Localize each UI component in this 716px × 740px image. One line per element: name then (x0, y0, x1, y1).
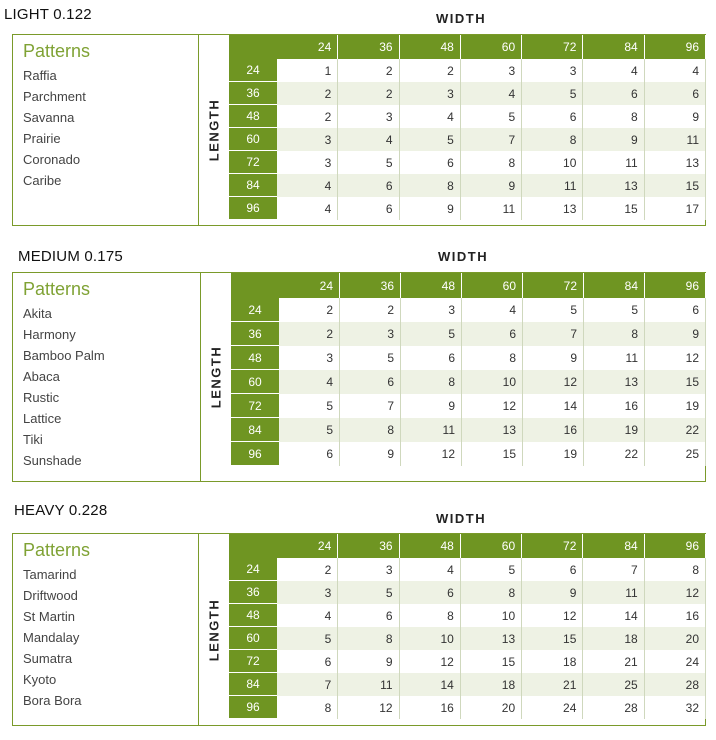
length-header-cell: 48 (229, 604, 277, 627)
pattern-name: Rustic (23, 390, 60, 405)
grid-cell: 8 (400, 174, 461, 197)
grid-cell: 15 (583, 197, 644, 220)
grid-cell: 6 (522, 558, 583, 581)
grid-cell: 18 (522, 650, 583, 673)
grid-cell: 28 (583, 696, 644, 719)
length-axis (199, 534, 229, 725)
grid-cell: 2 (277, 558, 338, 581)
pattern-name: Bora Bora (23, 693, 82, 708)
grid-cell: 3 (279, 346, 340, 370)
grid-cell: 6 (645, 82, 706, 105)
grid-cell: 6 (462, 322, 523, 346)
grid-cell: 14 (400, 673, 461, 696)
grid-cell: 5 (277, 627, 338, 650)
grid-cell: 6 (401, 346, 462, 370)
grid-cell: 22 (645, 418, 706, 442)
width-header-cell: 24 (277, 534, 338, 558)
pattern-name: Tamarind (23, 567, 77, 582)
grid-cell: 8 (340, 418, 401, 442)
length-axis-label: LENGTH (208, 345, 224, 409)
grid-cell: 16 (645, 604, 706, 627)
grid-cell: 6 (277, 650, 338, 673)
grid-cell: 8 (645, 558, 706, 581)
length-axis-label: LENGTH (206, 98, 222, 162)
pattern-name: Caribe (23, 173, 62, 188)
grid-cell: 12 (462, 394, 523, 418)
length-axis-label: LENGTH (206, 598, 222, 661)
grid-cell: 4 (338, 128, 399, 151)
grid-cell: 19 (523, 442, 584, 466)
grid-cell: 14 (523, 394, 584, 418)
grid-cell: 17 (645, 197, 706, 220)
grid-cell: 9 (400, 197, 461, 220)
width-header-cell: 60 (462, 273, 523, 298)
width-header-cell: 36 (338, 35, 399, 59)
length-header-cell: 24 (231, 298, 279, 322)
grid-cell: 5 (279, 418, 340, 442)
patterns-panel (13, 534, 199, 725)
grid-row (229, 627, 706, 650)
pattern-table (12, 533, 706, 726)
grid-cell: 13 (522, 197, 583, 220)
width-header-cell: 96 (645, 534, 706, 558)
section-title: HEAVY 0.228 (14, 502, 108, 519)
grid-cell: 4 (400, 558, 461, 581)
length-header-cell: 60 (229, 627, 277, 650)
length-header-cell: 96 (231, 442, 279, 466)
grid-cell: 13 (583, 174, 644, 197)
grid-cell: 2 (338, 59, 399, 82)
grid-cell: 2 (400, 59, 461, 82)
pattern-name: Kyoto (23, 672, 57, 687)
grid-cell: 10 (461, 604, 522, 627)
width-header-cell: 84 (584, 273, 645, 298)
width-header-cell: 84 (583, 35, 644, 59)
grid-cell: 9 (645, 322, 706, 346)
grid-cell: 12 (645, 581, 706, 604)
grid-cell: 10 (462, 370, 523, 394)
grid-cell: 9 (645, 105, 706, 128)
grid-cell: 16 (400, 696, 461, 719)
grid-cell: 8 (461, 151, 522, 174)
grid-cell: 12 (401, 442, 462, 466)
grid-row (229, 696, 706, 719)
grid-cell: 2 (338, 82, 399, 105)
grid-cell: 6 (338, 604, 399, 627)
grid-cell: 6 (279, 442, 340, 466)
patterns-heading: Patterns (23, 540, 91, 560)
pattern-name: Sumatra (23, 651, 73, 666)
grid-cell: 6 (400, 581, 461, 604)
grid-cell: 7 (461, 128, 522, 151)
width-header-cell: 48 (401, 273, 462, 298)
pattern-name: Abaca (23, 369, 60, 384)
grid-cell: 9 (522, 581, 583, 604)
grid-cell: 5 (279, 394, 340, 418)
section-title: MEDIUM 0.175 (18, 248, 123, 265)
length-header-cell: 84 (231, 418, 279, 442)
patterns-list (23, 564, 82, 711)
grid-cell: 13 (584, 370, 645, 394)
pattern-name: Bamboo Palm (23, 348, 105, 363)
length-header-cell: 96 (229, 696, 277, 719)
section-title: LIGHT 0.122 (4, 6, 92, 23)
width-axis-label: WIDTH (436, 11, 487, 26)
grid-cell: 4 (583, 59, 644, 82)
grid-cell: 19 (584, 418, 645, 442)
width-header-row (229, 534, 706, 558)
grid-cell: 5 (461, 105, 522, 128)
width-header-cell: 72 (522, 35, 583, 59)
grid-cell: 4 (645, 59, 706, 82)
grid-row (229, 650, 706, 673)
width-header-cell: 24 (279, 273, 340, 298)
grid-cell: 6 (645, 298, 706, 322)
width-header-cell: 36 (340, 273, 401, 298)
grid-cell: 11 (522, 174, 583, 197)
grid-cell: 24 (645, 650, 706, 673)
width-header-cell: 24 (277, 35, 338, 59)
grid-cell: 14 (583, 604, 644, 627)
grid-cell: 5 (584, 298, 645, 322)
grid-cell: 15 (461, 650, 522, 673)
pattern-name: Prairie (23, 131, 61, 146)
grid-cell: 15 (645, 174, 706, 197)
grid-cell: 21 (522, 673, 583, 696)
grid-cell: 18 (583, 627, 644, 650)
pattern-name: Raffia (23, 68, 57, 83)
grid-cell: 7 (277, 673, 338, 696)
grid-cell: 6 (522, 105, 583, 128)
grid-cell: 4 (277, 174, 338, 197)
grid-cell: 5 (400, 128, 461, 151)
grid-cell: 7 (340, 394, 401, 418)
grid-cell: 16 (523, 418, 584, 442)
grid-cell: 13 (462, 418, 523, 442)
grid-cell: 2 (279, 322, 340, 346)
pattern-name: Savanna (23, 110, 75, 125)
grid-cell: 20 (645, 627, 706, 650)
grid-cell: 9 (523, 346, 584, 370)
grid-cell: 6 (340, 370, 401, 394)
length-header-cell: 60 (231, 370, 279, 394)
size-grid (229, 534, 706, 719)
pattern-name: Harmony (23, 327, 76, 342)
length-header-cell: 24 (229, 558, 277, 581)
grid-row (229, 604, 706, 627)
grid-cell: 5 (340, 346, 401, 370)
width-header-cell: 48 (400, 35, 461, 59)
grid-cell: 9 (461, 174, 522, 197)
width-header-cell: 96 (645, 273, 706, 298)
grid-cell: 2 (340, 298, 401, 322)
grid-cell: 2 (277, 105, 338, 128)
grid-cell: 21 (583, 650, 644, 673)
length-header-cell: 84 (229, 673, 277, 696)
grid-cell: 8 (338, 627, 399, 650)
grid-cell: 9 (583, 128, 644, 151)
width-header-cell: 60 (461, 35, 522, 59)
grid-cell: 3 (340, 322, 401, 346)
grid-cell: 8 (400, 604, 461, 627)
patterns-heading: Patterns (23, 41, 91, 61)
length-header-cell: 72 (231, 394, 279, 418)
grid-cell: 3 (461, 59, 522, 82)
grid-cell: 4 (462, 298, 523, 322)
grid-cell: 9 (340, 442, 401, 466)
grid-cell: 12 (523, 370, 584, 394)
length-header-cell: 84 (229, 174, 277, 197)
grid-cell: 10 (400, 627, 461, 650)
grid-cell: 5 (461, 558, 522, 581)
grid-cell: 12 (338, 696, 399, 719)
grid-cell: 25 (645, 442, 706, 466)
width-axis-label: WIDTH (436, 511, 487, 526)
grid-cell: 4 (461, 82, 522, 105)
grid-cell: 22 (584, 442, 645, 466)
pattern-name: St Martin (23, 609, 76, 624)
grid-cell: 5 (401, 322, 462, 346)
grid-corner (229, 534, 277, 558)
grid-cell: 5 (338, 151, 399, 174)
grid-cell: 18 (461, 673, 522, 696)
width-header-cell: 72 (523, 273, 584, 298)
pattern-name: Tiki (23, 432, 43, 447)
grid-cell: 11 (584, 346, 645, 370)
grid-cell: 6 (338, 174, 399, 197)
grid-cell: 13 (645, 151, 706, 174)
width-axis-label: WIDTH (438, 249, 489, 264)
grid-cell: 3 (277, 128, 338, 151)
grid-cell: 13 (461, 627, 522, 650)
pattern-name: Driftwood (23, 588, 78, 603)
grid-cell: 32 (645, 696, 706, 719)
grid-cell: 8 (401, 370, 462, 394)
length-header-cell: 48 (229, 105, 277, 128)
grid-cell: 5 (522, 82, 583, 105)
grid-row (229, 673, 706, 696)
length-header-cell: 36 (229, 82, 277, 105)
grid-cell: 3 (277, 151, 338, 174)
grid-cell: 24 (522, 696, 583, 719)
grid-cell: 8 (584, 322, 645, 346)
grid-cell: 7 (583, 558, 644, 581)
grid-cell: 10 (522, 151, 583, 174)
grid-cell: 5 (523, 298, 584, 322)
pattern-name: Akita (23, 306, 52, 321)
width-header-cell: 48 (400, 534, 461, 558)
width-header-cell: 36 (338, 534, 399, 558)
grid-cell: 1 (277, 59, 338, 82)
grid-cell: 25 (583, 673, 644, 696)
grid-cell: 5 (338, 581, 399, 604)
grid-cell: 15 (522, 627, 583, 650)
grid-cell: 3 (277, 581, 338, 604)
grid-cell: 3 (400, 82, 461, 105)
grid-cell: 3 (338, 558, 399, 581)
grid-row (229, 558, 706, 581)
grid-cell: 2 (277, 82, 338, 105)
grid-cell: 15 (645, 370, 706, 394)
grid-cell: 28 (645, 673, 706, 696)
grid-cell: 11 (583, 151, 644, 174)
grid-cell: 4 (400, 105, 461, 128)
grid-cell: 8 (461, 581, 522, 604)
length-header-cell: 36 (229, 581, 277, 604)
grid-cell: 8 (462, 346, 523, 370)
width-header-cell: 72 (522, 534, 583, 558)
length-header-cell: 96 (229, 197, 277, 220)
grid-cell: 11 (401, 418, 462, 442)
grid-cell: 7 (523, 322, 584, 346)
grid-cell: 19 (645, 394, 706, 418)
grid-cell: 12 (400, 650, 461, 673)
grid-cell: 4 (279, 370, 340, 394)
patterns-heading: Patterns (23, 279, 91, 299)
grid-cell: 8 (277, 696, 338, 719)
grid-cell: 8 (583, 105, 644, 128)
grid-cell: 3 (338, 105, 399, 128)
grid-cell: 2 (279, 298, 340, 322)
length-header-cell: 72 (229, 650, 277, 673)
grid-cell: 6 (400, 151, 461, 174)
pattern-name: Mandalay (23, 630, 80, 645)
length-header-cell: 72 (229, 151, 277, 174)
pattern-name: Coronado (23, 152, 81, 167)
grid-cell: 3 (522, 59, 583, 82)
width-header-cell: 84 (583, 534, 644, 558)
grid-cell: 6 (583, 82, 644, 105)
grid-cell: 11 (338, 673, 399, 696)
grid-cell: 12 (645, 346, 706, 370)
length-header-cell: 48 (231, 346, 279, 370)
grid-cell: 20 (461, 696, 522, 719)
pattern-name: Sunshade (23, 453, 82, 468)
grid-cell: 11 (583, 581, 644, 604)
length-header-cell: 36 (231, 322, 279, 346)
grid-cell: 9 (401, 394, 462, 418)
grid-cell: 6 (338, 197, 399, 220)
length-header-cell: 60 (229, 128, 277, 151)
grid-cell: 11 (461, 197, 522, 220)
width-header-cell: 60 (461, 534, 522, 558)
grid-row (229, 581, 706, 604)
grid-cell: 16 (584, 394, 645, 418)
grid-cell: 3 (401, 298, 462, 322)
pattern-name: Parchment (23, 89, 86, 104)
grid-cell: 4 (277, 604, 338, 627)
width-header-cell: 96 (645, 35, 706, 59)
length-header-cell: 24 (229, 59, 277, 82)
grid-cell: 12 (522, 604, 583, 627)
grid-cell: 4 (277, 197, 338, 220)
pattern-name: Lattice (23, 411, 62, 426)
grid-cell: 8 (522, 128, 583, 151)
grid-cell: 9 (338, 650, 399, 673)
grid-cell: 15 (462, 442, 523, 466)
grid-cell: 11 (645, 128, 706, 151)
